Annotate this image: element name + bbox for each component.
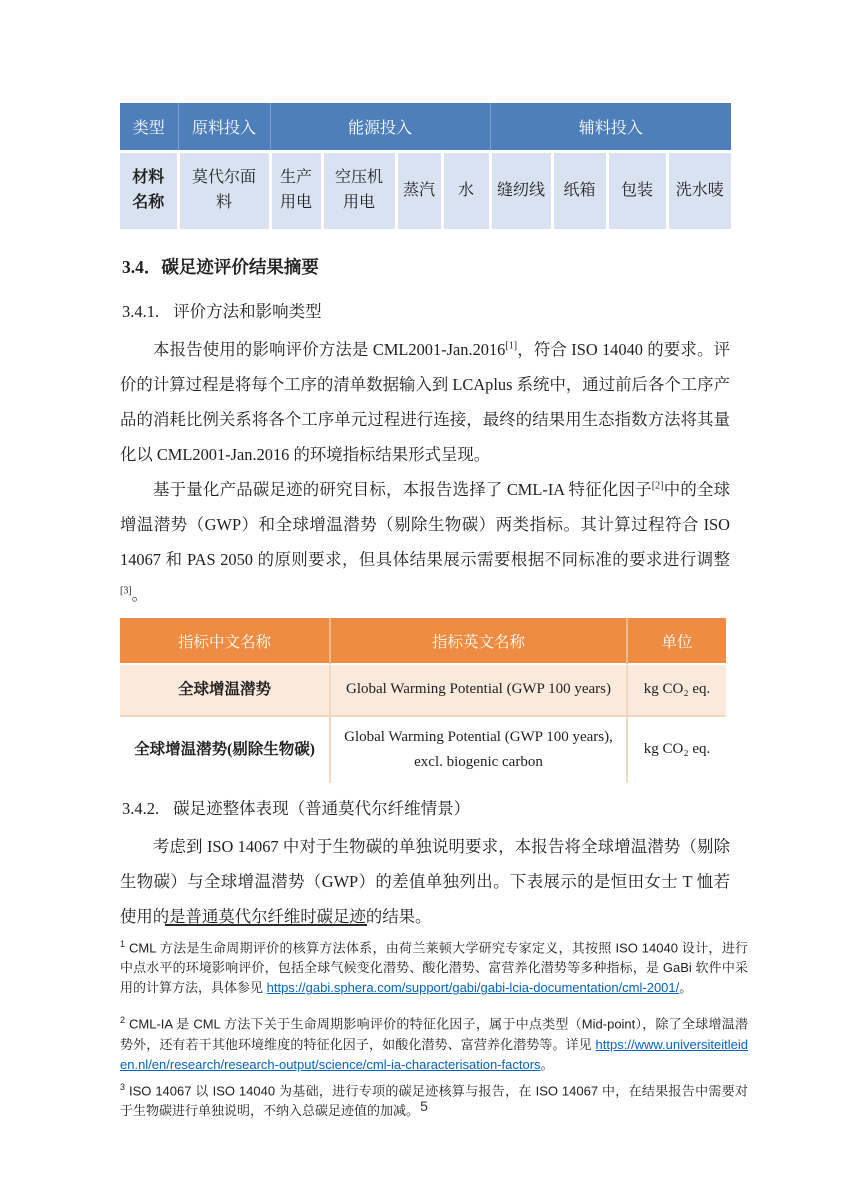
column-header-energy: 能源投入 xyxy=(270,103,490,152)
column-header-raw-material: 原料投入 xyxy=(178,103,270,152)
cell-unit: kg CO₂ eq. xyxy=(627,716,726,783)
gwp-header-row xyxy=(120,618,726,664)
section-title: 碳足迹整体表现（普通莫代尔纤维情景） xyxy=(173,799,471,818)
column-header-type: 类型 xyxy=(120,103,178,152)
footnote-text: ISO 14067 以 ISO 14040 为基础，进行专项的碳足迹核算与报告，在 ISO 14067 中，在结果报告中需要对于生物碳进行单独说明，不纳入总碳足迹值的加减。 xyxy=(120,1082,748,1118)
table-cell-wash-label: 洗水唛 xyxy=(667,152,731,230)
materials-input-table xyxy=(120,103,731,229)
paragraph-text: 中的全球增温潜势（GWP）和全球增温潜势（剔除生物碳）两类指标。其计算过程符合 ISO 14067 和 PAS 2050 的原则要求，但具体结果展示需要根据不同标准的要求进行调整 xyxy=(120,480,730,569)
paragraph-method-description xyxy=(120,332,730,472)
footnote-marker: 2 xyxy=(120,1015,126,1026)
paragraph-text: 考虑到 ISO 14067 中对于生物碳的单独说明要求，本报告将全球增温潜势（剔除生物碳）与全球增温潜势（GWP）的差值单独列出。下表展示的是恒田女士 T 恤若使用的是普通莫代尔纤维时碳足迹的结果。 xyxy=(120,837,730,926)
footnote-2 xyxy=(120,1010,748,1074)
section-heading-3-4 xyxy=(122,256,730,278)
footnote-area xyxy=(120,924,748,1121)
footnote-divider xyxy=(165,924,367,926)
paragraph-text: ，符合 ISO 14040 的要求。评价的计算过程是将每个工序的清单数据输入到 LCAplus 系统中，通过前后各个工序产品的消耗比例关系将各个工序单元过程进行连接，最终的结果用生态指数方法将其量化以 CML2001-Jan.2016 的环境指标结果形式呈现。 xyxy=(120,340,730,464)
table-cell-steam: 蒸汽 xyxy=(396,152,442,230)
footnote-text: 。 xyxy=(679,980,693,996)
table-cell-modal-fabric: 莫代尔面料 xyxy=(178,152,270,230)
section-number: 3.4． xyxy=(122,257,162,277)
section-number: 3.4.2. xyxy=(122,799,160,818)
footnote-link-cml2001[interactable]: https://gabi.sphera.com/support/gabi/gabi-lcia-documentation/cml-2001/ xyxy=(266,980,680,996)
section-heading-3-4-1 xyxy=(122,301,730,323)
table-cell-production-electricity: 生产用电 xyxy=(270,152,322,230)
column-header-indicator-cn: 指标中文名称 xyxy=(120,618,330,664)
table-cell-compressor-electricity: 空压机用电 xyxy=(322,152,396,230)
table-row-gwp xyxy=(120,664,726,716)
cell-unit: kg CO₂ eq. xyxy=(627,664,726,716)
column-header-unit: 单位 xyxy=(627,618,726,664)
section-title: 评价方法和影响类型 xyxy=(173,302,322,321)
footnote-marker: 3 xyxy=(120,1081,126,1092)
footnote-1 xyxy=(120,934,748,998)
footnote-reference-2[interactable]: [2] xyxy=(651,480,664,492)
footnote-text: CML-IA 是 CML 方法下关于生命周期影响评价的特征化因子，属于中点类型（Mid-point），除了全球增温潜势外，还有若干其他环境维度的特征化因子，如酸化潜势、富营养化潜势等。详见 xyxy=(120,1016,748,1052)
materials-data-row xyxy=(120,152,731,230)
footnote-text: CML 方法是生命周期评价的核算方法体系，由荷兰莱顿大学研究专家定义，其按照 ISO 14040 设计，进行中点水平的环境影响评价，包括全球气候变化潜势、酸化潜势、富营养化潜势等多种指标，是 GaBi 软件中采用的计算方法，具体参见 xyxy=(120,940,748,996)
table-row-gwp-excl-biogenic xyxy=(120,716,726,783)
page-number: 5 xyxy=(420,1098,428,1114)
footnote-text: 。 xyxy=(540,1056,554,1072)
table-cell-carton: 纸箱 xyxy=(552,152,607,230)
table-cell-sewing-thread: 缝纫线 xyxy=(490,152,552,230)
paragraph-indicator-selection xyxy=(120,472,730,612)
column-header-indicator-en: 指标英文名称 xyxy=(330,618,627,664)
paragraph-text: 。 xyxy=(131,585,149,604)
materials-header-row xyxy=(120,103,731,152)
cell-indicator-cn: 全球增温潜势 xyxy=(120,664,330,716)
paragraph-overall-performance xyxy=(120,829,730,934)
gwp-indicator-table xyxy=(120,618,726,783)
table-cell-packaging: 包装 xyxy=(607,152,667,230)
table-cell-water: 水 xyxy=(442,152,490,230)
section-title: 碳足迹评价结果摘要 xyxy=(161,257,319,277)
paragraph-text: 本报告使用的影响评价方法是 CML2001-Jan.2016 xyxy=(152,340,506,359)
footnote-marker: 1 xyxy=(120,939,126,949)
section-heading-3-4-2 xyxy=(122,798,730,820)
paragraph-text: 基于量化产品碳足迹的研究目标，本报告选择了 CML-IA 特征化因子 xyxy=(152,480,652,499)
cell-indicator-en: Global Warming Potential (GWP 100 years), excl. biogenic carbon xyxy=(330,716,627,783)
row-header-material-name: 材料名称 xyxy=(120,152,178,230)
column-header-auxiliary: 辅料投入 xyxy=(490,103,731,152)
footnote-reference-1[interactable]: [1] xyxy=(505,340,518,352)
cell-indicator-en: Global Warming Potential (GWP 100 years) xyxy=(330,664,627,716)
footnote-reference-3[interactable]: [3] xyxy=(120,585,132,597)
footnote-link-cml-ia[interactable]: https://www.universiteitleiden.nl/en/research/research-output/science/cml-ia-characterisation-factors xyxy=(120,1036,748,1072)
cell-indicator-cn: 全球增温潜势(剔除生物碳) xyxy=(120,716,330,783)
section-number: 3.4.1. xyxy=(122,302,160,321)
